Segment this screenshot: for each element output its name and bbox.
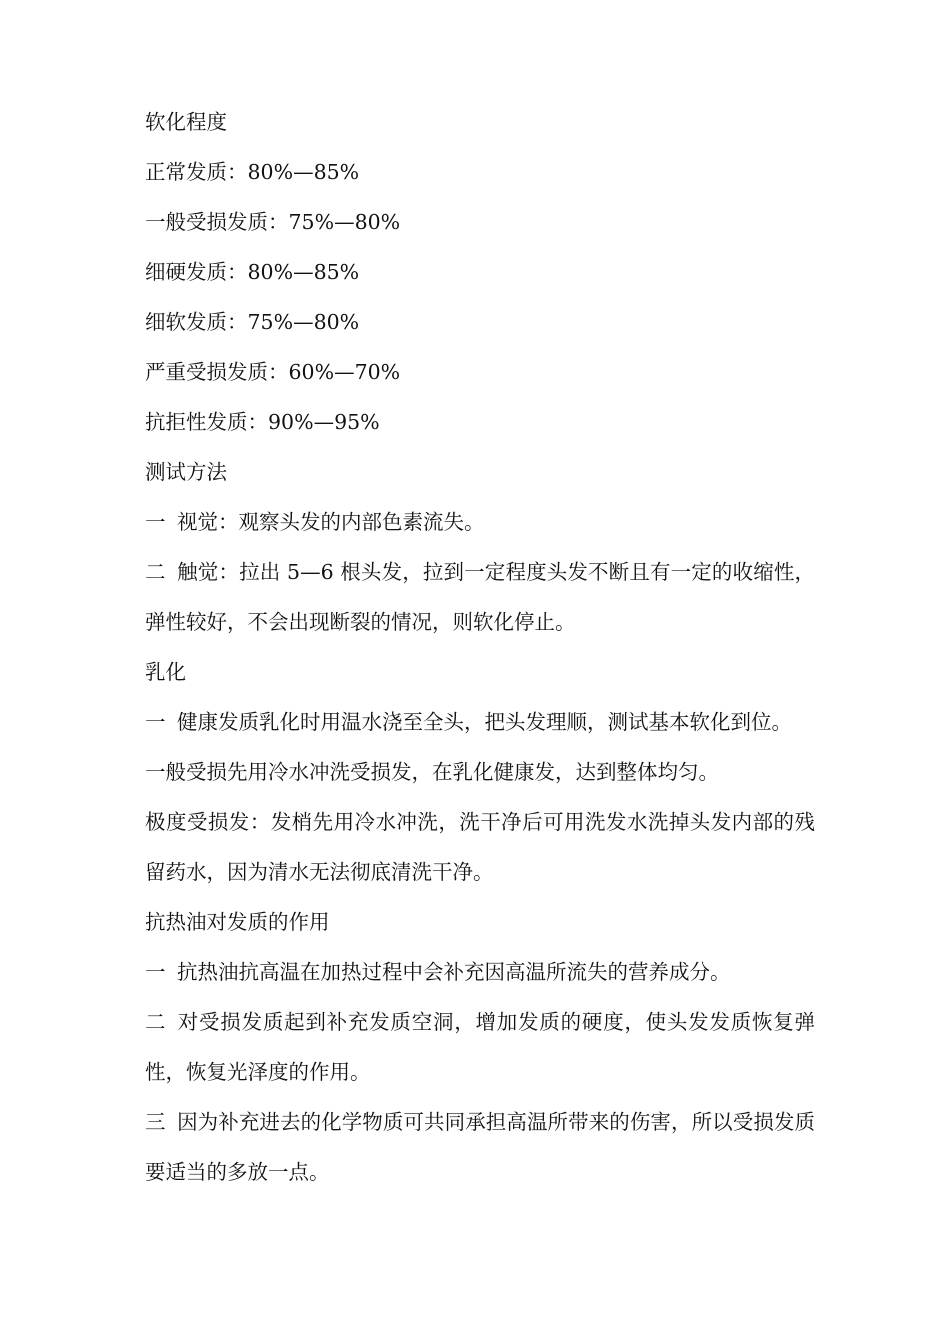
item-text: 对受损发质起到补充发质空洞，增加发质的硬度，使头发发质恢复弹性，恢复光泽度的作用。 [145, 1010, 815, 1084]
item-text: 因为补充进去的化学物质可共同承担高温所带来的伤害，所以受损发质要适当的多放一点。 [145, 1110, 815, 1184]
softening-item: 抗拒性发质：90%—95% [145, 410, 380, 434]
emulsify-item [145, 697, 815, 747]
item-text: 视觉：观察头发的内部色素流失。 [177, 510, 485, 534]
heat-oil-item [145, 947, 815, 997]
softening-item: 一般受损发质：75%—80% [145, 210, 401, 234]
document-body [145, 97, 815, 1197]
softening-item: 正常发质：80%—85% [145, 160, 360, 184]
heat-oil-item [145, 997, 815, 1097]
item-number: 一 [145, 960, 166, 984]
emulsify-item: 一般受损先用冷水冲洗受损发，在乳化健康发，达到整体均匀。 [145, 760, 719, 784]
item-number: 二 [145, 1010, 166, 1034]
section-heading-emulsify: 乳化 [145, 660, 186, 684]
softening-item: 严重受损发质：60%—70% [145, 360, 401, 384]
section-heading-test-method: 测试方法 [145, 460, 227, 484]
test-method-item [145, 497, 815, 547]
item-text: 健康发质乳化时用温水浇至全头，把头发理顺，测试基本软化到位。 [177, 710, 792, 734]
section-heading-heat-oil: 抗热油对发质的作用 [145, 910, 330, 934]
softening-item: 细硬发质：80%—85% [145, 260, 360, 284]
item-number: 一 [145, 710, 166, 734]
softening-item: 细软发质：75%—80% [145, 310, 360, 334]
item-text: 抗热油抗高温在加热过程中会补充因高温所流失的营养成分。 [177, 960, 731, 984]
test-method-item [145, 547, 815, 647]
section-heading-softening: 软化程度 [145, 110, 227, 134]
item-number: 二 [145, 560, 166, 584]
item-number: 三 [145, 1110, 166, 1134]
emulsify-item: 极度受损发：发梢先用冷水冲洗，洗干净后可用洗发水洗掉头发内部的残留药水，因为清水无法彻底清洗干净。 [145, 810, 815, 884]
heat-oil-item [145, 1097, 815, 1197]
item-number: 一 [145, 510, 166, 534]
item-text: 触觉：拉出 5—6 根头发，拉到一定程度头发不断且有一定的收缩性，弹性较好，不会出现断裂的情况，则软化停止。 [145, 560, 815, 634]
